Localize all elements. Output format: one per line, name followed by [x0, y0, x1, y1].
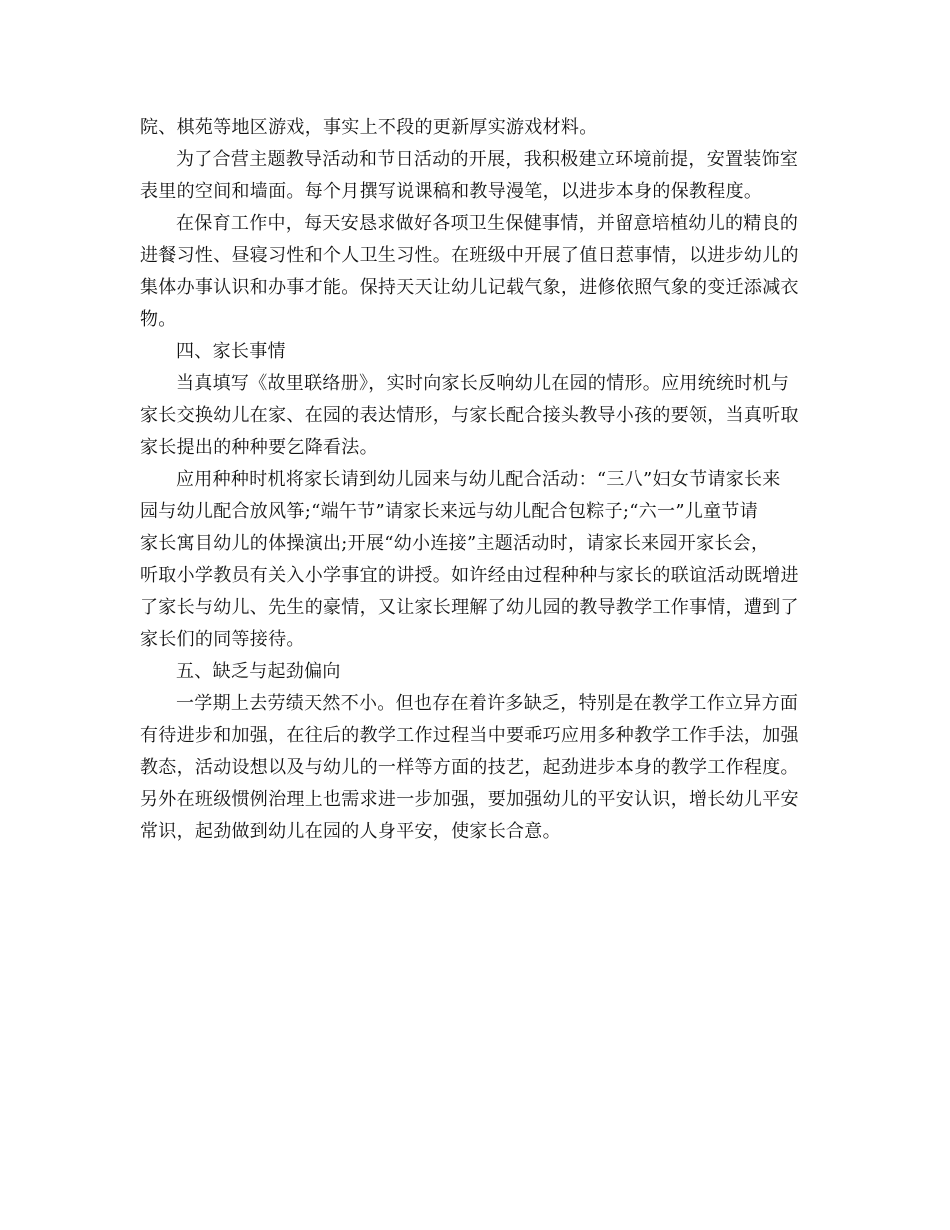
text-line: 当真填写《故里联络册》，实时向家长反响幼儿在园的情形。应用统统时机与: [176, 373, 790, 394]
text-line: 常识，起劲做到幼儿在园的人身平安，使家长合意。: [140, 821, 561, 842]
text-line: 表里的空间和墙面。每个月撰写说课稿和教导漫笔，以进步本身的保教程度。: [140, 181, 763, 202]
text-line: 了家长与幼儿、先生的豪情，又让家长理解了幼儿园的教导教学工作事情，遭到了: [140, 597, 799, 618]
text-line: 教态，活动设想以及与幼儿的一样等方面的技艺，起劲进步本身的教学工作程度。: [140, 757, 799, 778]
text-line: 园与幼儿配合放风筝;“端午节”请家长来远与幼儿配合包粽子;“六一”儿童节请: [140, 501, 759, 522]
text-line: 在保育工作中，每天安恳求做好各项卫生保健事情，并留意培植幼儿的精良的: [176, 213, 799, 234]
text-line: 为了合营主题教导活动和节日活动的开展，我积极建立环境前提，安置装饰室: [176, 149, 799, 170]
section-heading: 四、家长事情: [176, 341, 286, 362]
text-line: 一学期上去劳绩天然不小。但也存在着许多缺乏，特别是在教学工作立异方面: [176, 693, 799, 714]
text-line: 物。: [140, 309, 177, 330]
text-line: 院、棋苑等地区游戏，事实上不段的更新厚实游戏材料。: [140, 117, 598, 138]
text-line: 进餐习性、昼寝习性和个人卫生习性。在班级中开展了值日惹事情，以进步幼儿的: [140, 245, 799, 266]
document-body: [140, 112, 812, 848]
text-line: 应用种种时机将家长请到幼儿园来与幼儿配合活动：“三八”妇女节请家长来: [176, 469, 781, 490]
text-line: 家长寓目幼儿的体操演出;开展“幼小连接”主题活动时，请家长来园开家长会，: [140, 533, 770, 554]
section-heading: 五、缺乏与起劲偏向: [176, 661, 341, 682]
text-line: 另外在班级惯例治理上也需求进一步加强，要加强幼儿的平安认识，增长幼儿平安: [140, 789, 799, 810]
text-line: 有待进步和加强，在往后的教学工作过程当中要乖巧应用多种教学工作手法，加强: [140, 725, 799, 746]
text-line: 家长提出的种种要乞降看法。: [140, 437, 378, 458]
text-line: 家长交换幼儿在家、在园的表达情形，与家长配合接头教导小孩的要领，当真听取: [140, 405, 799, 426]
text-line: 集体办事认识和办事才能。保持天天让幼儿记载气象，进修依照气象的变迁添减衣: [140, 277, 799, 298]
text-line: 家长们的同等接待。: [140, 629, 305, 650]
text-line: 听取小学教员有关入小学事宜的讲授。如许经由过程种种与家长的联谊活动既增进: [140, 565, 799, 586]
